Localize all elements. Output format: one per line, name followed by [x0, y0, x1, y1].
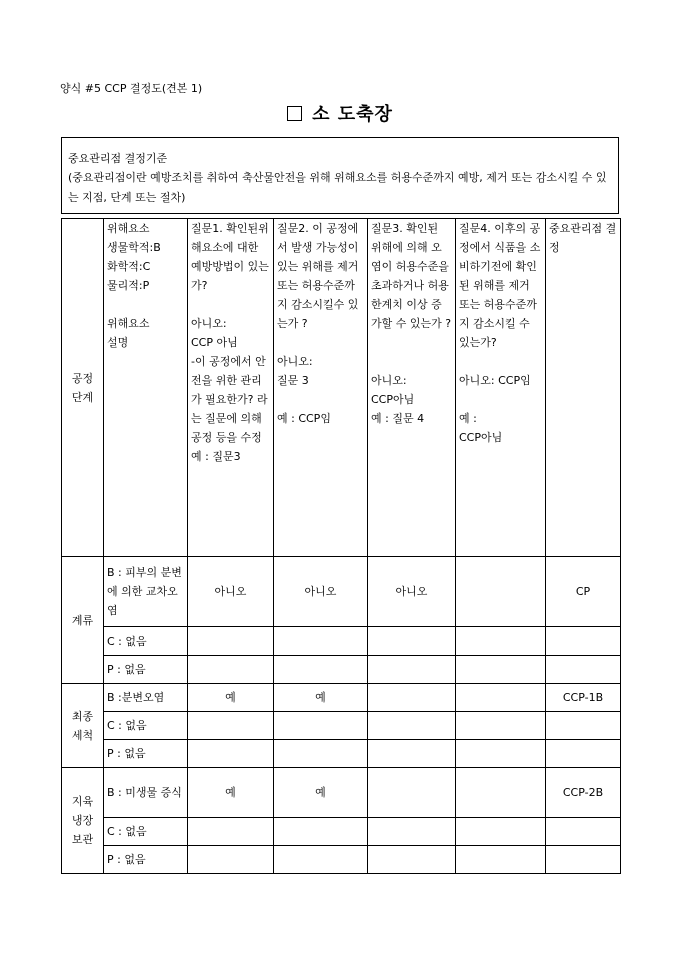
table-row: [62, 768, 621, 818]
decision-cell: [546, 656, 621, 684]
decision-cell: CCP-2B: [546, 768, 621, 818]
q1-cell: [188, 656, 274, 684]
table-row: [62, 740, 621, 768]
hazard-cell: P : 없음: [104, 656, 188, 684]
q3-cell: 아니오: [368, 557, 456, 627]
decision-cell: CP: [546, 557, 621, 627]
q2-cell: [274, 818, 368, 846]
table-row: [62, 712, 621, 740]
hazard-cell: B :분변오염: [104, 684, 188, 712]
q1-cell: [188, 818, 274, 846]
q4-cell: [456, 846, 546, 874]
hazard-cell: B : 미생물 증식: [104, 768, 188, 818]
decision-cell: [546, 627, 621, 656]
stage-cell: 지육 냉장 보관: [62, 768, 104, 874]
q1-cell: [188, 846, 274, 874]
q2-cell: 아니오: [274, 557, 368, 627]
q3-cell: [368, 818, 456, 846]
decision-cell: [546, 712, 621, 740]
q4-cell: [456, 656, 546, 684]
q4-cell: [456, 627, 546, 656]
q4-cell: [456, 768, 546, 818]
q2-cell: [274, 846, 368, 874]
q3-cell: [368, 740, 456, 768]
q2-cell: 예: [274, 684, 368, 712]
decision-cell: [546, 818, 621, 846]
q2-cell: [274, 627, 368, 656]
table-row: [62, 557, 621, 627]
q4-cell: [456, 740, 546, 768]
header-row: [62, 219, 621, 557]
header-question-2: 질문2. 이 공정에서 발생 가능성이 있는 위해를 제거 또는 허용수준까지 감소시킬수 있는가 ? 아니오: 질문 3 예 : CCP임: [274, 219, 368, 557]
table-row: [62, 684, 621, 712]
header-question-3: 질문3. 확인된 위해에 의해 오염이 허용수준을 초과하거나 허용한계치 이상 증가할 수 있는가 ? 아니오: CCP아님 예 : 질문 4: [368, 219, 456, 557]
header-stage: 공정 단계: [62, 219, 104, 557]
q3-cell: [368, 656, 456, 684]
header-hazard: 위해요소 생물학적:B 화학적:C 물리적:P 위해요소 설명: [104, 219, 188, 557]
q3-cell: [368, 846, 456, 874]
criteria-box: [61, 137, 619, 214]
ccp-decision-table: [61, 218, 621, 874]
q1-cell: [188, 740, 274, 768]
q2-cell: 예: [274, 768, 368, 818]
q2-cell: [274, 712, 368, 740]
document-title: [0, 100, 680, 126]
table-row: [62, 656, 621, 684]
criteria-title: 중요관리점 결정기준: [68, 152, 168, 165]
table-row: [62, 627, 621, 656]
hazard-cell: P : 없음: [104, 740, 188, 768]
hazard-cell: P : 없음: [104, 846, 188, 874]
decision-cell: CCP-1B: [546, 684, 621, 712]
form-label: 양식 #5 CCP 결정도(견본 1): [60, 82, 203, 95]
criteria-description: (중요관리점이란 예방조치를 취하여 축산물안전을 위해 위해요소를 허용수준까지 예방, 제거 또는 감소시킬 수 있는 지점, 단계 또는 절차): [68, 171, 607, 204]
checkbox-icon: [287, 106, 302, 121]
q4-cell: [456, 684, 546, 712]
q1-cell: 예: [188, 768, 274, 818]
hazard-cell: C : 없음: [104, 712, 188, 740]
decision-cell: [546, 740, 621, 768]
decision-cell: [546, 846, 621, 874]
q4-cell: [456, 818, 546, 846]
header-decision: 중요관리점 결정: [546, 219, 621, 557]
hazard-cell: B : 피부의 분변에 의한 교차오염: [104, 557, 188, 627]
hazard-cell: C : 없음: [104, 818, 188, 846]
q2-cell: [274, 740, 368, 768]
table-row: [62, 846, 621, 874]
q4-cell: [456, 557, 546, 627]
q3-cell: [368, 627, 456, 656]
hazard-cell: C : 없음: [104, 627, 188, 656]
q1-cell: 아니오: [188, 557, 274, 627]
header-question-1: 질문1. 확인된위해요소에 대한 예방방법이 있는가? 아니오: CCP 아님 -이 공정에서 안전을 위한 관리가 필요한가? 라는 질문에 의해 공정 등을 수정 예 : 질문3: [188, 219, 274, 557]
stage-cell: 계류: [62, 557, 104, 684]
title-text: 소 도축장: [312, 104, 393, 125]
q2-cell: [274, 656, 368, 684]
header-question-4: 질문4. 이후의 공정에서 식품을 소비하기전에 확인된 위해를 제거 또는 허용수준까지 감소시킬 수 있는가? 아니오: CCP임 예 : CCP아님: [456, 219, 546, 557]
stage-cell: 최종 세척: [62, 684, 104, 768]
q1-cell: 예: [188, 684, 274, 712]
q1-cell: [188, 712, 274, 740]
q4-cell: [456, 712, 546, 740]
table-row: [62, 818, 621, 846]
q1-cell: [188, 627, 274, 656]
q3-cell: [368, 712, 456, 740]
q3-cell: [368, 684, 456, 712]
q3-cell: [368, 768, 456, 818]
